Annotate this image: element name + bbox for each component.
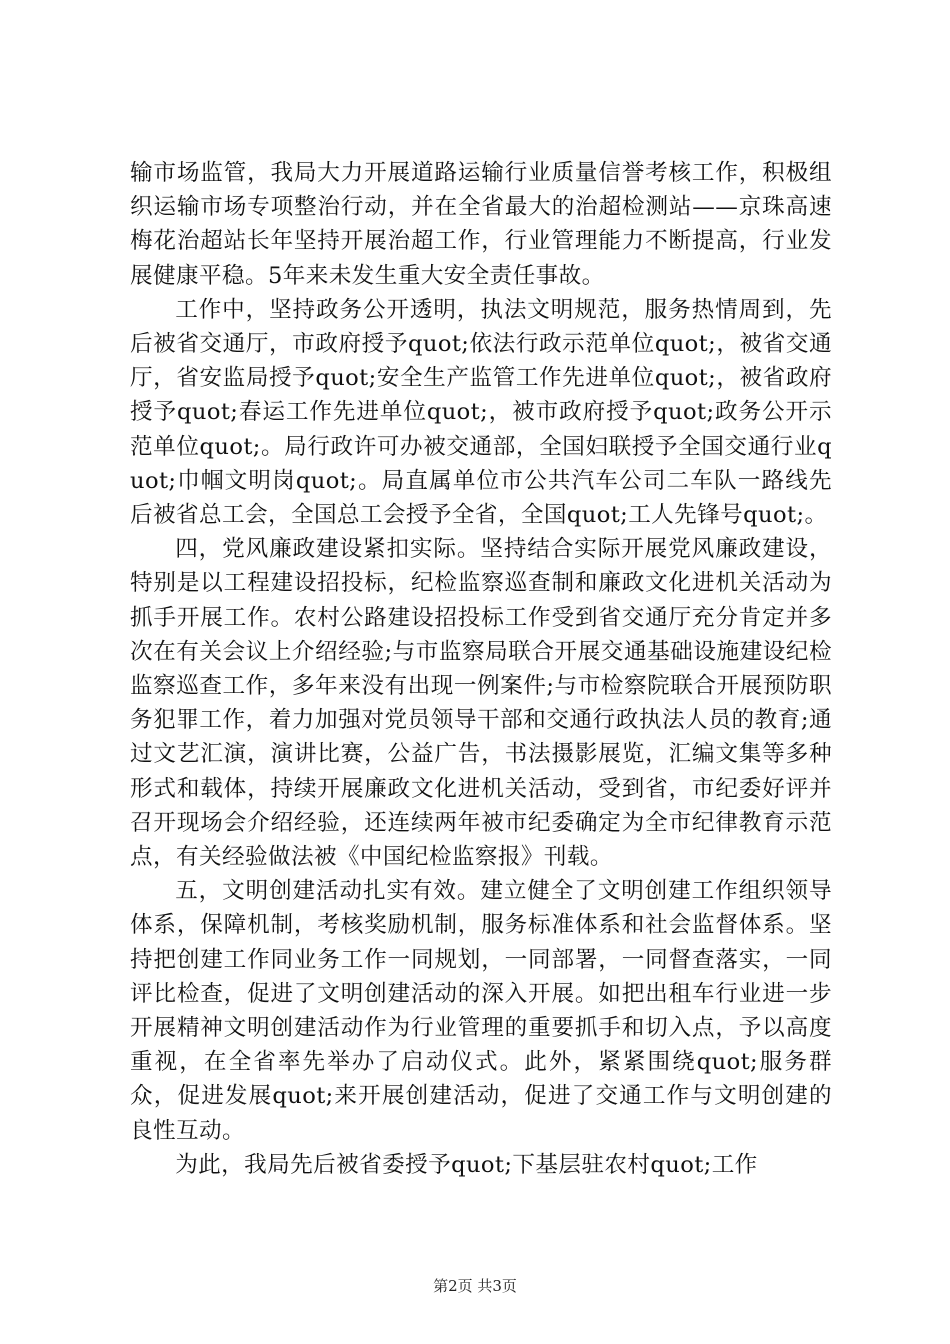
page-footer: 第2页 共3页 — [433, 1277, 517, 1295]
paragraph-2: 工作中，坚持政务公开透明，执法文明规范，服务热情周到，先后被省交通厅，市政府授予quot;依法行政示范单位quot;，被省交通厅，省安监局授予quot;安全生产监管工作先进单位quot;，被省政府授予quot;春运工作先进单位quot;，被市政府授予quot;政务公开示范单位quot;。局行政许可办被交通部，全国妇联授予全国交通行业quot;巾帼文明岗quot;。局直属单位市公共汽车公司二车队一路线先后被省总工会，全国总工会授予全省，全国quot;工人先锋号quot;。 — [130, 296, 832, 529]
paragraph-4: 五，文明创建活动扎实有效。建立健全了文明创建工作组织领导体系，保障机制，考核奖励机制，服务标准体系和社会监督体系。坚持把创建工作同业务工作一同规划，一同部署，一同督查落实，一同评比检查，促进了文明创建活动的深入开展。如把出租车行业进一步开展精神文明创建活动作为行业管理的重要抓手和切入点，予以高度重视，在全省率先举办了启动仪式。此外，紧紧围绕quot;服务群众，促进发展quot;来开展创建活动，促进了交通工作与文明创建的良性互动。 — [130, 878, 832, 1144]
document-body — [130, 156, 832, 1182]
paragraph-1: 输市场监管，我局大力开展道路运输行业质量信誉考核工作，积极组织运输市场专项整治行动，并在全省最大的治超检测站——京珠高速梅花治超站长年坚持开展治超工作，行业管理能力不断提高，行业发展健康平稳。5年来未发生重大安全责任事故。 — [130, 160, 832, 289]
paragraph-3: 四，党风廉政建设紧扣实际。坚持结合实际开展党风廉政建设，特别是以工程建设招投标，纪检监察巡查制和廉政文化进机关活动为抓手开展工作。农村公路建设招投标工作受到省交通厅充分肯定并多次在有关会议上介绍经验;与市监察局联合开展交通基础设施建设纪检监察巡查工作，多年来没有出现一例案件;与市检察院联合开展预防职务犯罪工作，着力加强对党员领导干部和交通行政执法人员的教育;通过文艺汇演，演讲比赛，公益广告，书法摄影展览，汇编文集等多种形式和载体，持续开展廉政文化进机关活动，受到省，市纪委好评并召开现场会介绍经验，还连续两年被市纪委确定为全市纪律教育示范点，有关经验做法被《中国纪检监察报》刊载。 — [130, 536, 832, 871]
paragraph-5: 为此，我局先后被省委授予quot;下基层驻农村quot;工作 — [175, 1151, 758, 1178]
